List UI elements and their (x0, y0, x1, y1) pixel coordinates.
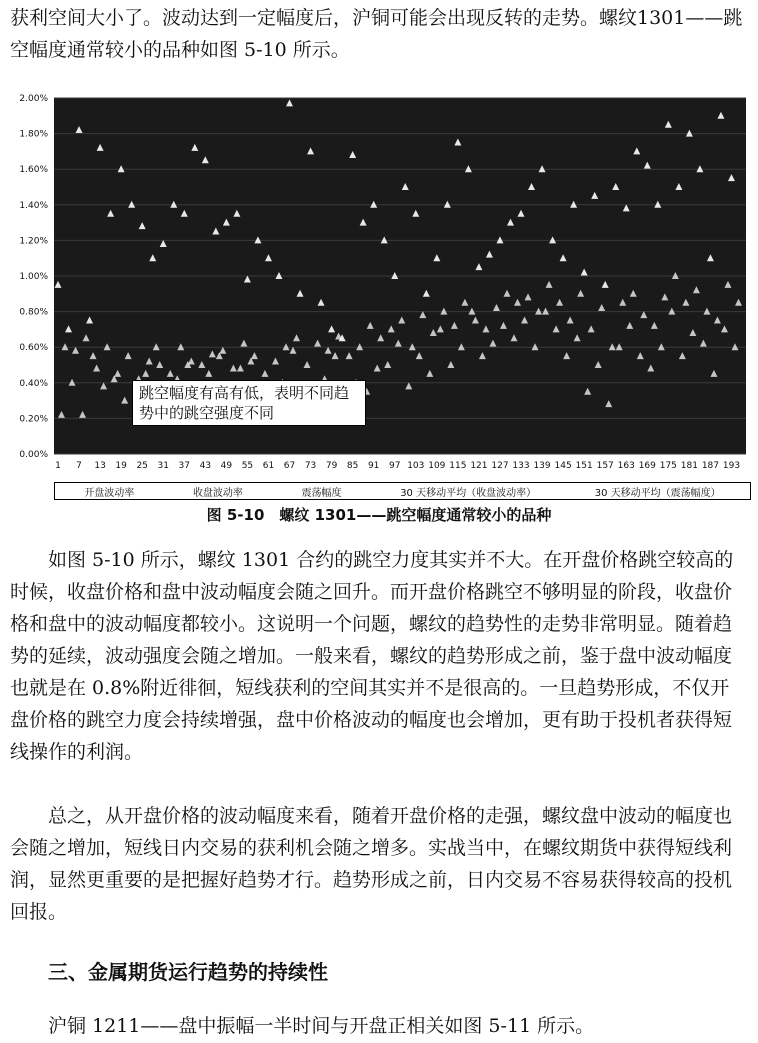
x-tick-label: 181 (680, 461, 698, 471)
x-tick-label: 127 (491, 461, 509, 471)
x-tick-label: 31 (157, 461, 169, 471)
x-tick-label: 151 (575, 461, 593, 471)
x-tick-label: 115 (449, 461, 467, 471)
body-paragraph-2: 总之，从开盘价格的波动幅度来看，随着开盘价格的走强，螺纹盘中波动的幅度也会随之增加，短线日内交易的获利机会随之增多。实战当中，在螺纹期货中获得短线利润，显然更重要的是把握好趋势才行。趋势形成之前，日内交易不容易获得较高的投机回报。 (10, 805, 733, 923)
x-tick-label: 103 (407, 461, 425, 471)
x-tick-label: 193 (722, 461, 741, 471)
x-tick-label: 1 (55, 461, 61, 471)
x-tick-label: 109 (428, 461, 446, 471)
legend-item-open: 开盘波动率 (84, 487, 135, 499)
x-tick-label: 145 (554, 461, 572, 471)
x-tick-label: 61 (262, 461, 275, 471)
x-tick-label: 85 (346, 461, 359, 471)
chart-figure (8, 92, 752, 500)
x-tick-label: 169 (638, 461, 656, 471)
y-tick-label: 1.80% (19, 129, 48, 140)
section-heading: 三、金属期货运行趋势的持续性 (48, 960, 328, 984)
x-tick-label: 19 (115, 461, 127, 471)
x-tick-label: 157 (596, 461, 614, 471)
y-tick-label: 1.00% (19, 272, 48, 282)
y-tick-label: 0.60% (19, 343, 48, 354)
x-tick-label: 73 (304, 461, 317, 471)
last-paragraph: 沪铜 1211——盘中振幅一半时间与开盘正相关如图 5-11 所示。 (48, 1015, 595, 1037)
y-tick-label: 0.00% (19, 450, 48, 460)
legend-item-close: 收盘波动率 (192, 487, 243, 499)
y-tick-label: 1.20% (19, 236, 48, 247)
top-paragraph: 获利空间大小了。波动达到一定幅度后，沪铜可能会出现反转的走势。螺纹1301——跳空幅度通常较小的品种如图 5-10 所示。 (10, 7, 743, 61)
x-tick-label: 121 (470, 461, 488, 471)
x-tick-label: 25 (136, 461, 148, 471)
x-tick-label: 79 (325, 461, 338, 471)
x-tick-label: 91 (367, 461, 380, 471)
chart-legend (54, 482, 751, 500)
y-tick-label: 0.40% (19, 378, 48, 389)
x-tick-label: 163 (617, 461, 635, 471)
figure-caption: 图 5-10 螺纹 1301——跳空幅度通常较小的品种 (206, 506, 552, 524)
x-tick-label: 43 (199, 461, 212, 471)
x-tick-label: 175 (659, 461, 677, 471)
x-tick-label: 67 (283, 461, 296, 471)
x-tick-label: 7 (76, 461, 82, 471)
x-tick-label: 37 (178, 461, 191, 471)
y-tick-label: 0.20% (19, 414, 48, 425)
y-tick-label: 1.60% (19, 165, 48, 176)
x-tick-label: 13 (94, 461, 106, 471)
y-tick-label: 2.00% (19, 94, 48, 104)
legend-item-range: 震荡幅度 (301, 487, 342, 499)
x-tick-label: 133 (512, 461, 530, 471)
legend-item-ma-range: 30 天移动平均（震荡幅度） (594, 487, 721, 499)
x-tick-label: 139 (533, 461, 551, 471)
chart-annotation: 跳空幅度有高有低，表明不同趋势中的跳空强度不同 (132, 380, 366, 426)
y-tick-label: 1.40% (19, 200, 48, 211)
body-paragraph-1: 如图 5-10 所示，螺纹 1301 合约的跳空力度其实并不大。在开盘价格跳空较高的时候，收盘价格和盘中波动幅度会随之回升。而开盘价格跳空不够明显的阶段，收盘价格和盘中的波动幅度都较小。这说明一个问题，螺纹的趋势性的走势非常明显。随着趋势的延续，波动强度会随之增加。一般来看，螺纹的趋势形成之前，鉴于盘中波动幅度也就是在 0.8%附近徘徊，短线获利的空间其实并不是很高的。一旦趋势形成，不仅开盘价格的跳空力度会持续增强，盘中价格波动的幅度也会增加，更有助于投机者获得短线操作的利润。 (10, 549, 734, 763)
legend-item-ma-close: 30 天移动平均（收盘波动率） (400, 487, 537, 499)
x-tick-label: 55 (241, 461, 254, 471)
x-tick-label: 97 (389, 461, 401, 471)
scatter-chart (8, 92, 752, 500)
x-tick-label: 49 (220, 461, 233, 471)
x-tick-label: 187 (701, 461, 720, 471)
y-tick-label: 0.80% (19, 307, 48, 318)
